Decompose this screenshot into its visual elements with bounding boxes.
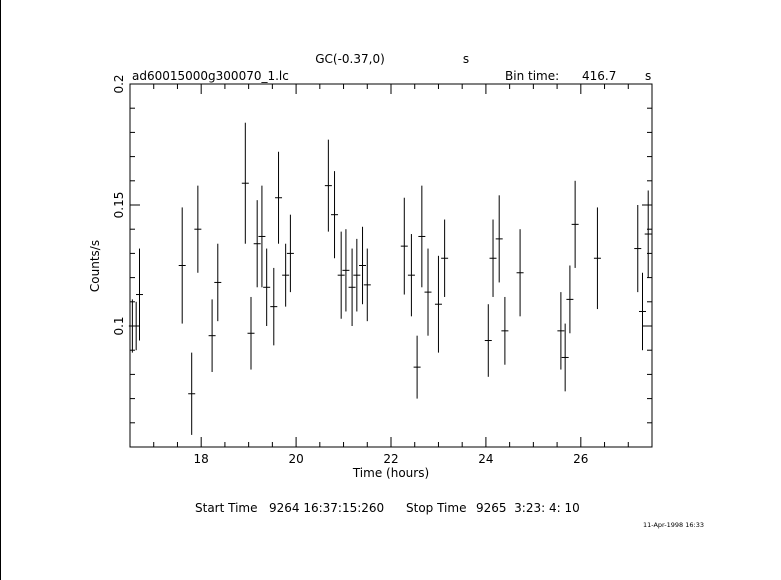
data-point <box>645 190 652 277</box>
data-point <box>425 249 432 336</box>
bin-time-label: Bin time: <box>505 69 560 83</box>
data-point <box>594 207 601 309</box>
title-unit: s <box>462 52 470 66</box>
x-tick-label: 18 <box>193 452 209 466</box>
data-point <box>338 232 345 319</box>
data-point <box>562 324 569 392</box>
chart-title: GC(-0.37,0) <box>315 52 385 66</box>
bin-time-value: 416.7 <box>582 69 617 83</box>
data-point <box>401 198 408 295</box>
data-point <box>485 304 492 377</box>
data-point <box>501 297 508 365</box>
data-point <box>331 171 338 258</box>
file-name: ad60015000g300070_1.lc <box>132 69 289 83</box>
data-point <box>490 220 497 297</box>
date-stamp: 11-Apr-1998 16:33 <box>643 521 704 529</box>
data-point <box>248 297 255 370</box>
data-point <box>418 186 425 288</box>
data-point <box>408 234 415 316</box>
data-point <box>572 181 579 268</box>
x-tick-label: 20 <box>288 452 304 466</box>
data-point <box>136 249 143 341</box>
x-tick-label: 24 <box>478 452 494 466</box>
data-point <box>414 336 421 399</box>
data-point <box>517 229 524 316</box>
bin-time-unit: s <box>645 69 652 83</box>
x-tick-label: 26 <box>573 452 589 466</box>
data-point <box>270 268 277 345</box>
data-point <box>258 186 265 288</box>
y-tick-label: 0.2 <box>112 74 126 94</box>
x-tick-label: 22 <box>383 452 399 466</box>
data-point <box>242 123 249 244</box>
start-time-value: 9264 16:37:15:260 <box>269 501 385 515</box>
data-point <box>353 239 360 312</box>
data-point <box>179 207 186 323</box>
data-point <box>214 244 221 321</box>
stop-time-label: Stop Time <box>406 501 467 515</box>
data-point <box>209 299 216 372</box>
start-time-label: Start Time <box>195 501 258 515</box>
data-point <box>566 266 573 334</box>
data-point <box>435 256 442 353</box>
stop-time-value: 9265 3:23: 4: 10 <box>476 501 580 515</box>
data-point <box>639 273 646 350</box>
data-point <box>275 152 282 244</box>
data-point <box>342 229 349 311</box>
data-point <box>194 186 201 273</box>
data-point <box>349 249 356 326</box>
data-point <box>133 302 140 350</box>
axes-ticks <box>112 74 652 466</box>
y-tick-label: 0.1 <box>112 316 126 336</box>
data-point <box>287 215 294 292</box>
data-point <box>325 140 332 232</box>
data-point <box>188 353 195 435</box>
data-point <box>496 195 503 282</box>
data-point <box>254 200 261 287</box>
data-point <box>263 249 270 326</box>
y-axis-label: Counts/s <box>88 239 102 293</box>
x-axis-label: Time (hours) <box>352 466 430 480</box>
y-tick-label: 0.15 <box>112 191 126 219</box>
data-point <box>441 220 448 297</box>
plot-frame <box>130 84 652 447</box>
data-point <box>364 249 371 322</box>
data-point <box>634 205 641 292</box>
data-point <box>359 227 366 304</box>
data-points <box>129 123 652 435</box>
